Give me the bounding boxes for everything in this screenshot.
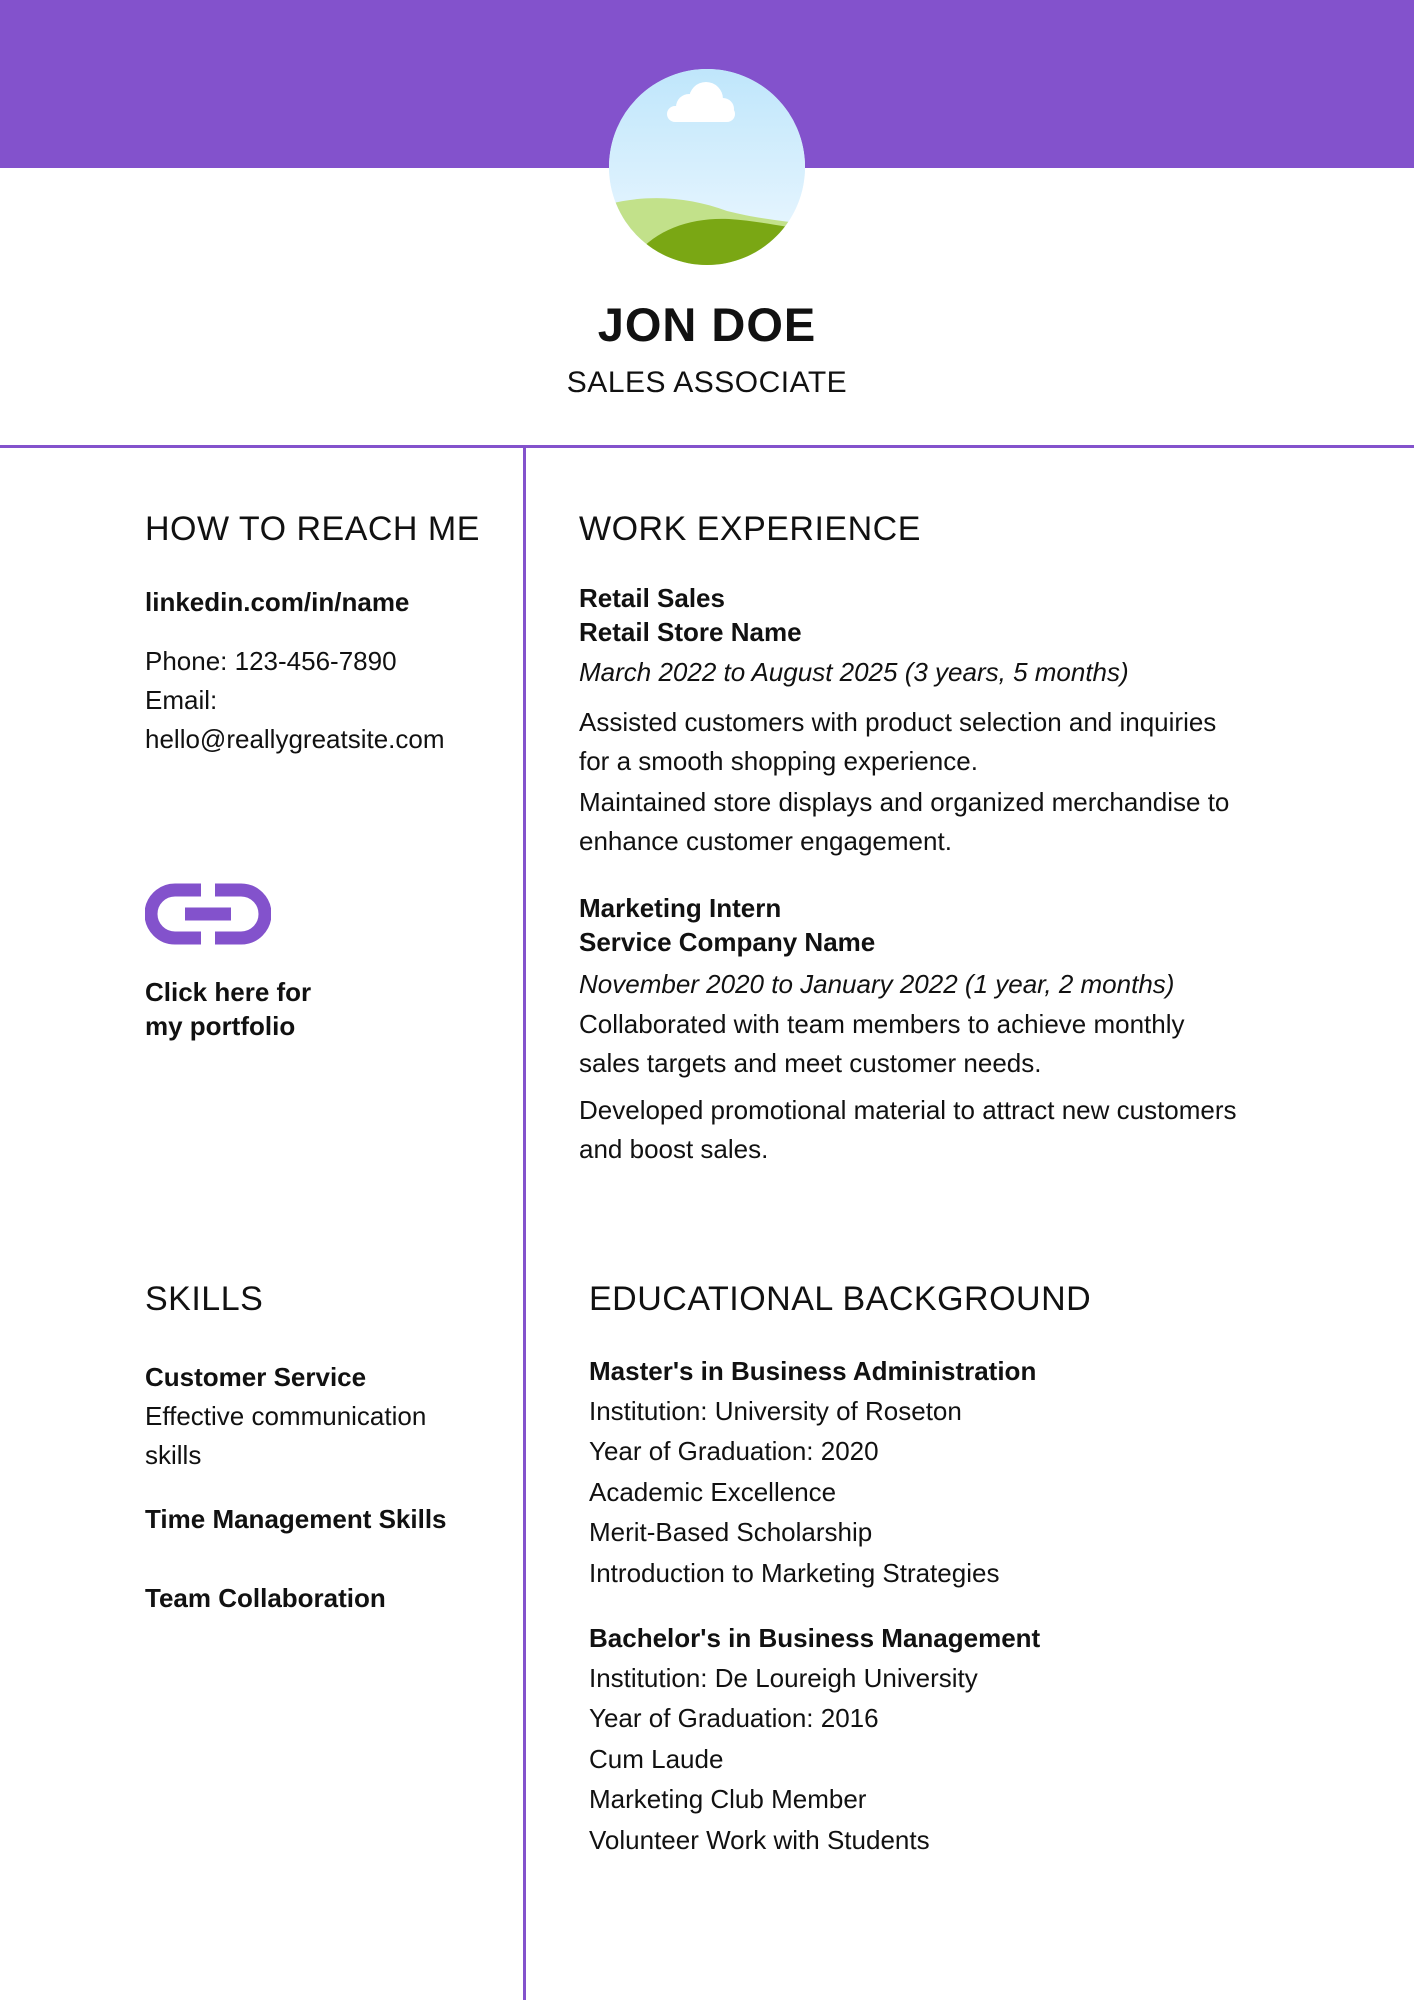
- portfolio-link[interactable]: [145, 882, 271, 951]
- link-icon: [145, 882, 271, 946]
- email-label: Email:: [145, 685, 218, 715]
- column-divider: [523, 445, 526, 2000]
- job-description-line: Collaborated with team members to achieve monthly: [579, 1009, 1185, 1039]
- header-divider: [0, 445, 1414, 448]
- profile-photo: [609, 69, 805, 265]
- degree-detail: Institution: University of Roseton: [589, 1396, 962, 1426]
- contact-heading: HOW TO REACH ME: [145, 510, 480, 548]
- degree-detail: Institution: De Loureigh University: [589, 1663, 978, 1693]
- job-dates: November 2020 to January 2022 (1 year, 2 months): [579, 969, 1175, 999]
- landscape-photo-icon: [609, 69, 805, 265]
- job-dates: March 2022 to August 2025 (3 years, 5 months): [579, 657, 1129, 687]
- job-title: Marketing Intern: [579, 893, 782, 923]
- skill-description: Effective communication: [145, 1401, 427, 1431]
- degree-detail: Merit-Based Scholarship: [589, 1517, 873, 1547]
- skill-description: skills: [145, 1440, 202, 1470]
- work-heading: WORK EXPERIENCE: [579, 510, 921, 548]
- person-name: JON DOE: [597, 298, 817, 351]
- degree-detail: Marketing Club Member: [589, 1784, 867, 1814]
- skill-title: Team Collaboration: [145, 1583, 386, 1613]
- job-description-line: Assisted customers with product selection and inquiries: [579, 707, 1217, 737]
- degree-detail: Year of Graduation: 2016: [589, 1703, 879, 1733]
- degree-detail: Academic Excellence: [589, 1477, 837, 1507]
- job-description-line: for a smooth shopping experience.: [579, 746, 978, 776]
- degree-detail: Introduction to Marketing Strategies: [589, 1558, 1000, 1588]
- portfolio-label-line2[interactable]: my portfolio: [145, 1011, 296, 1041]
- job-description-line: Developed promotional material to attract new customers: [579, 1095, 1237, 1125]
- skill-title: Customer Service: [145, 1362, 367, 1392]
- job-description-line: enhance customer engagement.: [579, 826, 952, 856]
- degree-title: Master's in Business Administration: [589, 1356, 1037, 1386]
- skills-heading: SKILLS: [145, 1280, 264, 1318]
- job-company: Service Company Name: [579, 927, 876, 957]
- email-address[interactable]: hello@reallygreatsite.com: [145, 724, 445, 754]
- job-title: Retail Sales: [579, 583, 725, 613]
- degree-detail: Cum Laude: [589, 1744, 724, 1774]
- job-role: SALES ASSOCIATE: [566, 366, 848, 399]
- phone-number: Phone: 123-456-7890: [145, 646, 397, 676]
- degree-detail: Year of Graduation: 2020: [589, 1436, 879, 1466]
- portfolio-label-line1[interactable]: Click here for: [145, 977, 312, 1007]
- job-description-line: and boost sales.: [579, 1134, 769, 1164]
- education-heading: EDUCATIONAL BACKGROUND: [589, 1280, 1092, 1318]
- job-description-line: Maintained store displays and organized merchandise to: [579, 787, 1230, 817]
- degree-title: Bachelor's in Business Management: [589, 1623, 1041, 1653]
- linkedin-link[interactable]: linkedin.com/in/name: [145, 587, 410, 617]
- skill-title: Time Management Skills: [145, 1504, 447, 1534]
- job-company: Retail Store Name: [579, 617, 802, 647]
- job-description-line: sales targets and meet customer needs.: [579, 1048, 1042, 1078]
- degree-detail: Volunteer Work with Students: [589, 1825, 930, 1855]
